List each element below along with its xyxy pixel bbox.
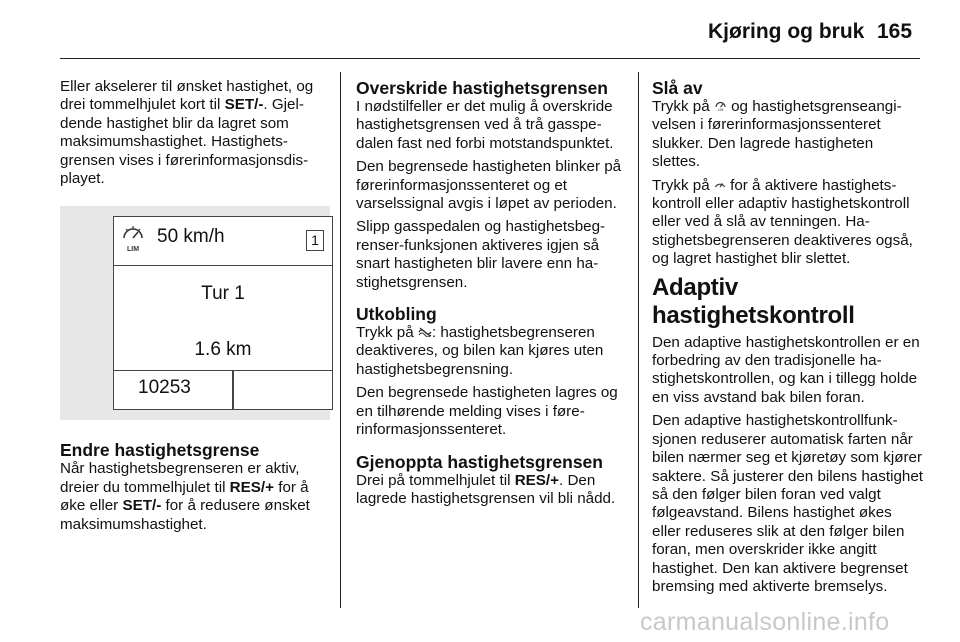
- section-heading: Gjenoppta hastighetsgrensen: [356, 451, 603, 472]
- speed-limit-value: 50 km/h: [157, 226, 225, 248]
- odometer-value: 10253: [138, 377, 191, 399]
- section-paragraph: Den adaptive hastighetskontrollfunksjonen reduserer automatisk farten når bilen nærmer seg et kjøretøy som kjører saktere. Så justerer den bilens hastighet så den følger bilen foran ved valgt følgeavstand. Bilens hastighet økes eller reduseres slik at den følger bilen foran, men overskrider ikke angitt hastighet. Den kan aktivere begrenset bremsing med aktiverte bremselys.: [652, 412, 924, 595]
- display-divider: [232, 371, 234, 409]
- section-heading: Slå av: [652, 78, 703, 98]
- section-heading: Endre hastighetsgrense: [60, 440, 260, 461]
- section-paragraph: Drei på tommelhjulet til RES/+. Den lagrede hastighetsgrensen vil bli nådd.: [356, 471, 616, 507]
- trip-label: Tur 1: [201, 283, 245, 305]
- driver-info-display: [113, 216, 333, 410]
- speed-limiter-icon: [120, 223, 146, 255]
- trip-distance: 1.6 km: [194, 339, 252, 361]
- set-key: SET/-: [224, 96, 264, 114]
- cruise-control-icon: [714, 177, 726, 195]
- section-paragraph: I nødstilfeller er det mulig å overskride hastighetsgrensen ved å trå gasspedalen fast ned forbi motstandspunktet.: [356, 98, 614, 152]
- page-header: [0, 0, 960, 60]
- page-number: 165: [877, 20, 913, 43]
- page-title: Kjøring og bruk: [708, 20, 865, 43]
- lim-label: LIM: [126, 246, 140, 254]
- section-paragraph: Den begrensede hastigheten lagres og en tilhørende melding vises i førerinformasjonssenteret.: [356, 384, 618, 439]
- display-bottom-row: [114, 370, 332, 409]
- memory-slot: 1: [306, 230, 324, 251]
- column-3: [652, 78, 924, 601]
- driver-info-display-figure: [60, 206, 330, 420]
- section-paragraph: Når hastighetsbegrenseren er aktiv, dreier du tommelhjulet til RES/+ for å øke eller SET/- for å redusere ønsket maksimumshastighet.: [60, 460, 310, 533]
- section-paragraph: Den begrensede hastigheten blinker på førerinformasjonssenteret og et varselssignal avgis i løpet av perioden.: [356, 158, 622, 213]
- cancel-icon: [418, 324, 432, 342]
- section-paragraph: Den adaptive hastighetskontrollen er en forbedring av den tradisjonelle hastighetskontrollen, og kan i tillegg holde en viss avstand bak bilen foran.: [652, 333, 920, 406]
- watermark: carmanualsonline.info: [640, 608, 890, 636]
- section-paragraph: Trykk på for å aktivere hastighetskontroll eller adaptiv hastighetskontroll eller ved å slå av tenningen. Hastighetsbegrenseren deaktiveres også, og lagret hastighet blir slettet.: [652, 176, 913, 268]
- column-2: [356, 78, 626, 513]
- column-divider: [638, 72, 639, 608]
- header-divider: [60, 58, 920, 59]
- section-paragraph: Slipp gasspedalen og hastighetsbegrenser-funksjonen aktiveres igjen så snart hastigheten blir lavere enn hastighetsgrensen.: [356, 218, 606, 291]
- intro-paragraph: Eller akselerer til ønsket hastighet, og drei tommelhjulet kort til SET/-. Gjeldende hastighet blir da lagret som maksimumshastighet. Hastighetsgrensen vises i førerinformasjonsdisplayet.: [60, 78, 314, 188]
- column-1: [60, 78, 330, 539]
- section-paragraph: Trykk på LIM og hastighetsgrenseangivelsen i førerinformasjonssenteret slukker. Den lagrede hastigheten slettes.: [652, 98, 902, 171]
- column-divider: [340, 72, 341, 608]
- display-top-row: [114, 217, 332, 266]
- speed-limiter-icon: [714, 98, 727, 116]
- chapter-heading: Adaptiv hastighetskontroll: [652, 273, 855, 329]
- section-heading: Overskride hastighetsgrensen: [356, 78, 608, 98]
- section-heading: Utkobling: [356, 304, 437, 325]
- section-paragraph: Trykk på : hastighetsbegrenseren deaktiveres, og bilen kan kjøres uten hastighetsbegrensning.: [356, 324, 604, 378]
- svg-text:LIM: LIM: [717, 108, 724, 111]
